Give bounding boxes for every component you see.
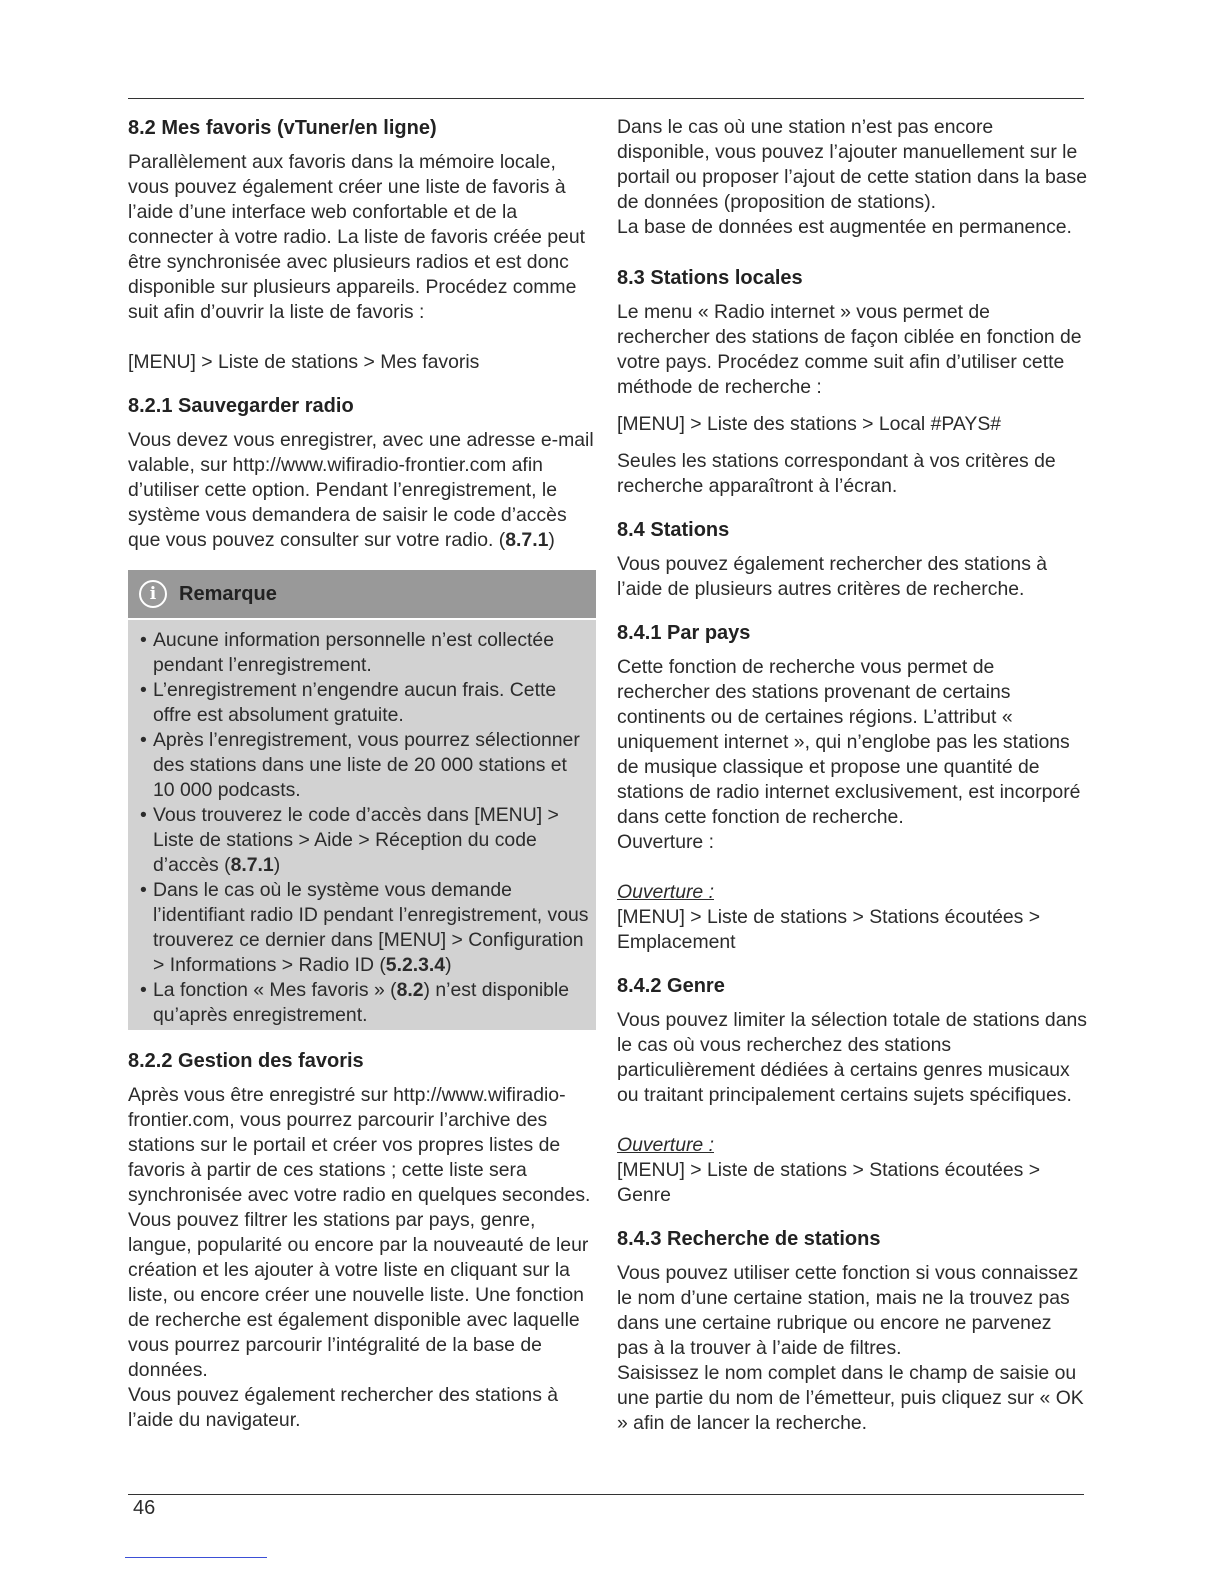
- section-ref[interactable]: 8.7.1: [505, 529, 549, 551]
- note-item: • L’enregistrement n’engendre aucun frais. Cette offre est absolument gratuite.: [153, 678, 590, 728]
- note-item: • Aucune information personnelle n’est collectée pendant l’enregistrement.: [153, 628, 590, 678]
- heading-8-4-1: 8.4.1 Par pays: [617, 622, 751, 644]
- menu-path-genre: [MENU] > Liste de stations > Stations écoutées > Genre: [617, 1159, 1041, 1206]
- paragraph-8-4-2: Vous pouvez limiter la sélection totale de stations dans le cas où vous recherchez des stations particulièrement dédiées à certains genres musicaux ou traitant principalement certains sujets spécifiques.: [617, 1009, 1087, 1106]
- paragraph-8-4-3-a: Vous pouvez utiliser cette fonction si vous connaissez le nom d’une certaine station, mais ne la trouvez pas dans une certaine rubrique ou encore ne parvenez pas à la trouver à l’aide de filtres.: [617, 1262, 1079, 1359]
- note-item: • La fonction « Mes favoris » (8.2) n’est disponible qu’après enregistrement.: [153, 978, 590, 1028]
- page-number: 46: [133, 1497, 156, 1519]
- left-column: [128, 115, 596, 1433]
- note-item: • Après l’enregistrement, vous pourrez sélectionner des stations dans une liste de 20 000 stations et 10 000 podcasts.: [153, 728, 590, 803]
- info-icon: i: [139, 580, 167, 608]
- section-ref[interactable]: 8.7.1: [230, 854, 274, 876]
- heading-8-4-3: 8.4.3 Recherche de stations: [617, 1228, 881, 1250]
- paragraph-8-2-2-a: Après vous être enregistré sur http://www.wifiradio-frontier.com, vous pourrez parcourir l’archive des stations sur le portail et créer vos propres listes de favoris à partir de ces stations ; cette liste sera synchronisée avec votre radio en quelques secondes.: [128, 1084, 591, 1206]
- menu-path-mes-favoris: [MENU] > Liste de stations > Mes favoris: [128, 351, 480, 373]
- footer-link-line: [125, 1557, 267, 1558]
- paragraph-8-4-1: Cette fonction de recherche vous permet de rechercher des stations provenant de certains continents ou de certaines régions. L’attribut « uniquement internet », qui n’englobe pas les stations de musique classique et propose une quantité de stations de radio internet exclusivement, est incorporé dans cette fonction de recherche.: [617, 656, 1081, 828]
- note-item: • Vous trouverez le code d’accès dans [MENU] > Liste de stations > Aide > Réception du code d’accès (8.7.1): [153, 803, 590, 878]
- note-header: [128, 570, 596, 620]
- menu-path-emplacement: [MENU] > Liste de stations > Stations écoutées > Emplacement: [617, 906, 1041, 953]
- heading-8-2: 8.2 Mes favoris (vTuner/en ligne): [128, 117, 437, 139]
- paragraph-8-2: Parallèlement aux favoris dans la mémoire locale, vous pouvez également créer une liste de favoris à l’aide d’une interface web confortable et de la connecter à votre radio. La liste de favoris créée peut être synchronisée avec plusieurs radios et est donc disponible sur plusieurs appareils. Procédez comme suit afin d’ouvrir la liste de favoris :: [128, 151, 586, 323]
- top-rule: [128, 98, 1084, 99]
- ouverture-text: Ouverture :: [617, 831, 714, 853]
- bottom-rule: [128, 1494, 1084, 1495]
- ouverture-label: Ouverture :: [617, 1134, 714, 1156]
- note-item: • Dans le cas où le système vous demande l’identifiant radio ID pendant l’enregistrement, vous trouverez ce dernier dans [MENU] > Configuration > Informations > Radio ID (5.2.3.4): [153, 878, 590, 978]
- right-column: [617, 115, 1087, 1436]
- paragraph-intro-1: Dans le cas où une station n’est pas encore disponible, vous pouvez l’ajouter manuellement sur le portail ou proposer l’ajout de cette station dans la base de données (proposition de stations).: [617, 116, 1087, 213]
- paragraph-8-4-3-b: Saisissez le nom complet dans le champ de saisie ou une partie du nom de l’émetteur, puis cliquez sur « OK » afin de lancer la recherche.: [617, 1362, 1084, 1434]
- paragraph-8-3: Le menu « Radio internet » vous permet de rechercher des stations de façon ciblée en fonction de votre pays. Procédez comme suit afin d’utiliser cette méthode de recherche :: [617, 301, 1082, 398]
- section-ref[interactable]: 8.2: [396, 979, 424, 1001]
- section-ref[interactable]: 5.2.3.4: [385, 954, 446, 976]
- paragraph-8-3-b: Seules les stations correspondant à vos critères de recherche apparaîtront à l’écran.: [617, 450, 1056, 497]
- paragraph-8-2-2-b: Vous pouvez filtrer les stations par pays, genre, langue, popularité ou encore par la nouveauté de leur création et les ajouter à votre liste en cliquant sur la liste, ou encore créer une nouvelle liste. Une fonction de recherche est également disponible avec laquelle vous pourrez parcourir l’intégralité de la base de données.: [128, 1209, 589, 1381]
- paragraph-8-2-2-c: Vous pouvez également rechercher des stations à l’aide du navigateur.: [128, 1384, 559, 1431]
- paragraph-8-4: Vous pouvez également rechercher des stations à l’aide de plusieurs autres critères de recherche.: [617, 553, 1048, 600]
- heading-8-2-1: 8.2.1 Sauvegarder radio: [128, 395, 354, 417]
- heading-8-3: 8.3 Stations locales: [617, 267, 803, 289]
- paragraph-intro-2: La base de données est augmentée en permanence.: [617, 216, 1072, 238]
- heading-8-2-2: 8.2.2 Gestion des favoris: [128, 1050, 364, 1072]
- ouverture-label: Ouverture :: [617, 881, 714, 903]
- heading-8-4-2: 8.4.2 Genre: [617, 975, 725, 997]
- menu-path-local: [MENU] > Liste des stations > Local #PAYS#: [617, 413, 1002, 435]
- heading-8-4: 8.4 Stations: [617, 519, 730, 541]
- note-list: [128, 620, 596, 1030]
- paragraph-8-2-1: Vous devez vous enregistrer, avec une adresse e-mail valable, sur http://www.wifiradio-frontier.com afin d’utiliser cette option. Pendant l’enregistrement, le système vous demandera de saisir le code d’accès que vous pouvez consulter sur votre radio. (8.7.1): [128, 429, 594, 551]
- note-title: Remarque: [179, 582, 277, 605]
- note-box: [128, 570, 596, 1030]
